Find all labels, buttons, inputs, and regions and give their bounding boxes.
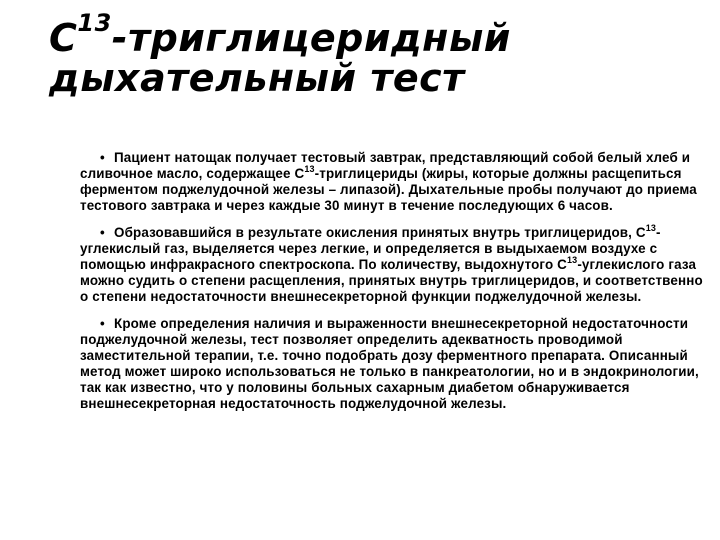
p2-text-c: -углекислого газа можно судить о степени расщепления, принятых внутрь триглицеридов, и соответственно о степени недостаточности внешнесекреторной функции поджелудочной железы. [80,257,703,304]
bullet-icon: • [100,316,105,331]
title-line2: дыхательный тест [49,56,465,100]
p2-text-a: Образовавшийся в результате окисления принятых внутрь триглицеридов, С [114,225,646,240]
title-superscript: 13 [77,9,112,38]
title-prefix: C [49,16,78,60]
p1-text-b: -триглицериды (жиры, которые должны расщепиться ферментом поджелудочной железы – липазой). Дыхательные пробы получают до приема тестового завтрака и через каждые 30 минут в течение последующих 6 часов. [80,166,697,213]
p1-text-a: Пациент натощак получает тестовый завтрак, представляющий собой белый хлеб и сливочное масло, содержащее С [80,150,691,181]
title-line1-rest: -триглицеридный [111,16,511,60]
bullet-icon: • [100,225,105,240]
bullet-icon: • [100,150,105,165]
p2-superscript-1: 13 [645,222,657,233]
bullet-paragraph-3 [80,316,712,412]
p3-text: Кроме определения наличия и выраженности внешнесекреторной недостаточности поджелудочной железы, тест позволяет определить адекватность проводимой заместительной терапии, т.е. точно подобрать дозу ферментного препарата. Описанный метод может широко использоваться не только в панкреатологии, но и в эндокринологии, так как известно, что у половины больных сахарным диабетом обнаруживается внешнесекреторная недостаточность поджелудочной железы. [80,316,699,411]
p2-text-b: -углекислый газ, выделяется через легкие, и определяется в выдыхаемом воздухе с помощью инфракрасного спектроскопа. По количеству, выдохнутого С [80,225,661,272]
bullet-paragraph-2 [80,222,712,305]
body-text [80,150,712,423]
slide-title [49,9,709,100]
p1-superscript: 13 [304,163,315,174]
bullet-paragraph-1 [80,150,712,214]
p2-superscript-2: 13 [567,254,578,265]
